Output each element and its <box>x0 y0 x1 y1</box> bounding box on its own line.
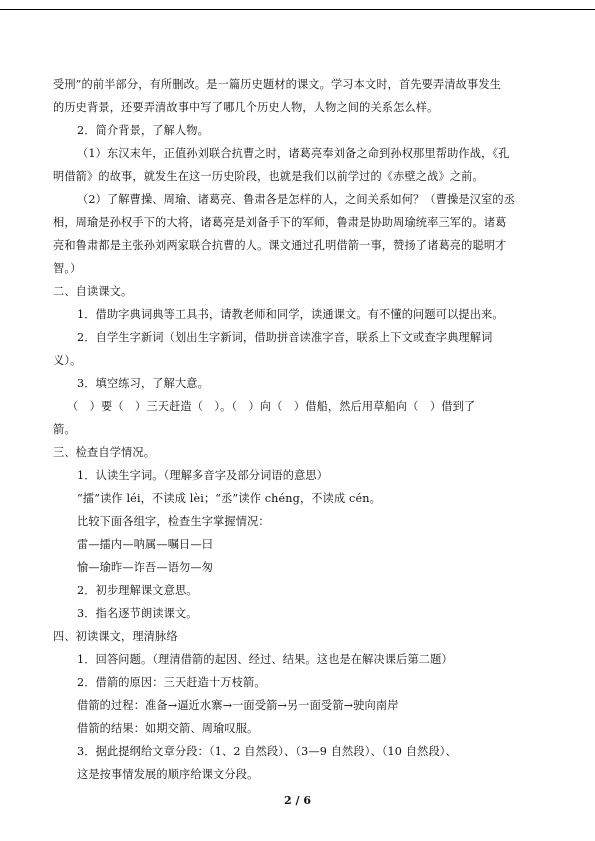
character-comparison-line: 愉—瑜昨—诈吾—语勿—匆 <box>77 561 214 574</box>
list-item: 1．回答问题。（理清借箭的起因、经过、结果。这也是在解决课后第二题） <box>77 653 453 666</box>
paragraph-line: 的历史背景，还要弄清故事中写了哪几个历史人物，人物之间的关系怎么样。 <box>53 101 439 114</box>
list-item: 3．据此提纲给文章分段：（1、2 自然段）、（3—9 自然段）、（10 自然段）、 <box>77 745 457 758</box>
list-item: 1．认读生字词。（理解多音字及部分词语的意思） <box>77 469 329 482</box>
section-heading: 三、检查自学情况。 <box>53 446 156 459</box>
paragraph-line: 义）。 <box>53 354 82 367</box>
character-comparison-line: 雷—擂内—呐属—嘱日—曰 <box>77 538 214 551</box>
fill-in-blank-line: （ ）要（ ）三天赶造（ ）。（ ）向（ ）借船，然后用草船向（ ）借到了 <box>67 400 476 413</box>
pronunciation-line: “擂”读作 léi，不读成 lèi；“丞”读作 chéng，不读成 cén。 <box>77 492 381 505</box>
list-item: 2．初步理解课文意思。 <box>77 584 198 597</box>
page-number: 2 / 6 <box>284 794 311 807</box>
paragraph-line: 相，周瑜是孙权手下的大将，诸葛亮是刘备手下的军师，鲁肃是协助周瑜统率三军的。诸葛 <box>53 216 507 229</box>
list-item: 2．自学生字新词（划出生字新词，借助拼音读准字音，联系上下文或查字典理解词 <box>77 331 493 344</box>
paragraph-line: （1）东汉末年，正值孙刘联合抗曹之时，诸葛亮奉刘备之命到孙权那里帮助作战，《孔 <box>77 147 510 160</box>
list-item: 3．填空练习，了解大意。 <box>77 377 209 390</box>
list-item: 1．借助字典词典等工具书，请教老师和同学，读通课文。有不懂的问题可以提出来。 <box>77 308 504 321</box>
list-item: 2．借箭的原因：三天赶造十万枝箭。 <box>77 676 266 689</box>
section-heading: 四、初读课文，理清脉络 <box>53 630 178 643</box>
paragraph-line: 亮和鲁肃都是主张孙刘两家联合抗曹的人。课文通过孔明借箭一事，赞扬了诸葛亮的聪明才 <box>53 239 507 252</box>
list-item: 2．简介背景，了解人物。 <box>77 124 209 137</box>
header-rule <box>0 9 595 10</box>
section-heading: 二、自读课文。 <box>53 285 133 298</box>
paragraph-line: 明借箭》的故事，就发生在这一历史阶段，也就是我们以前学过的《赤壁之战》之前。 <box>53 170 484 183</box>
list-item: 3．指名逐节朗读课文。 <box>77 607 198 620</box>
paragraph-line: 比较下面各组字，检查生字掌握情况： <box>77 515 270 528</box>
paragraph-line: 智。） <box>53 262 82 275</box>
paragraph-line: 借箭的过程：准备→逼近水寨→一面受箭→另一面受箭→驶向南岸 <box>77 699 399 712</box>
paragraph-line: 箭。 <box>53 423 76 436</box>
paragraph-line: 借箭的结果：如期交箭、周瑜叹服。 <box>77 722 259 735</box>
paragraph-line: 这是按事情发展的顺序给课文分段。 <box>77 768 259 781</box>
paragraph-line: 受刑”的前半部分，有所删改。是一篇历史题材的课文。学习本文时，首先要弄清故事发生 <box>53 78 502 91</box>
paragraph-line: （2）了解曹操、周瑜、诸葛亮、鲁肃各是怎样的人，之间关系如何？（曹操是汉室的丞 <box>77 193 516 206</box>
